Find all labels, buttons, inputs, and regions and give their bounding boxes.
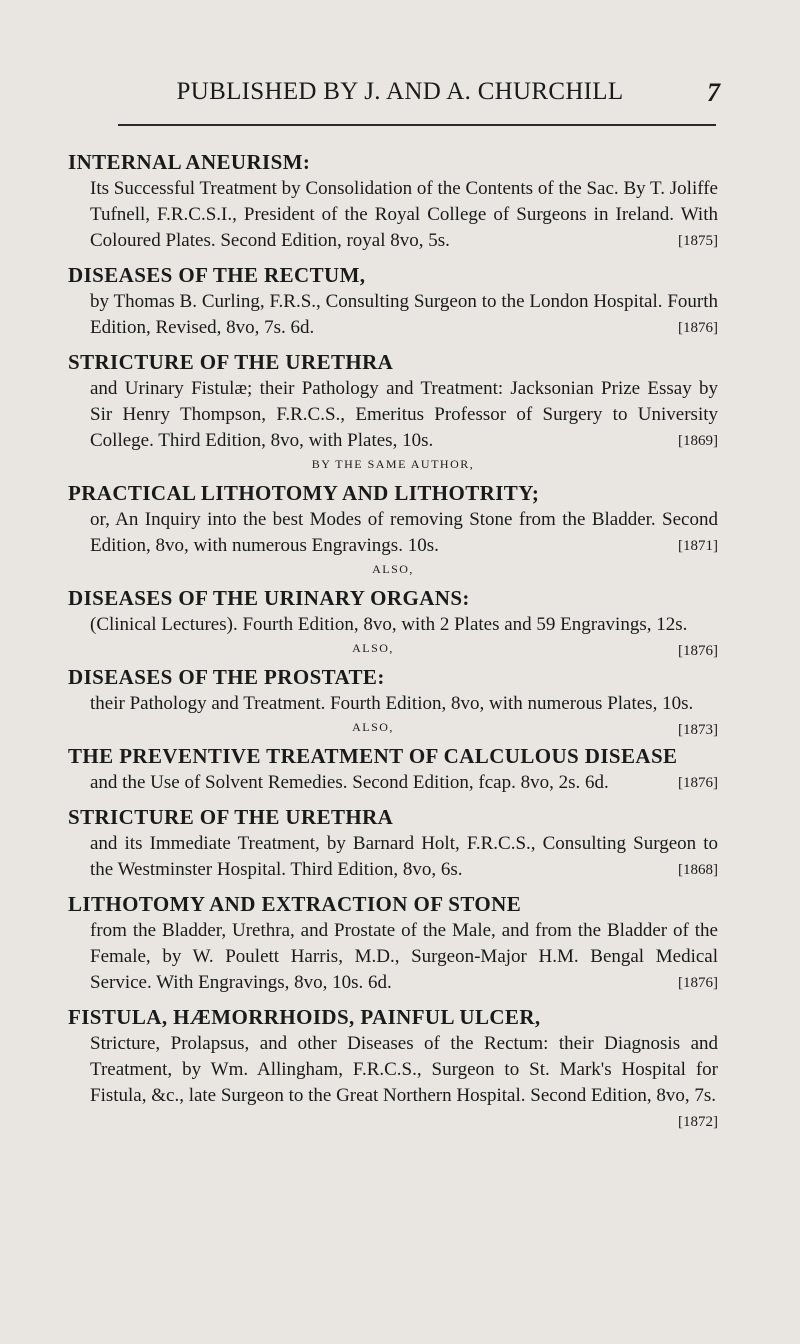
entry-title: LITHOTOMY AND EXTRACTION OF STONE (68, 892, 522, 916)
entry-description: from the Bladder, Urethra, and Prostate of the Male, and from the Bladder of the Female, by W. Poulett Harris, M.D., Surgeon-Major H.M. Bengal Medical Service. With Engravings, 8vo, 10s. 6d. [1876] (68, 918, 718, 996)
entry-title: STRICTURE OF THE URETHRA (68, 350, 394, 374)
publisher-header: PUBLISHED BY J. AND A. CHURCHILL (176, 78, 624, 105)
header-rule (118, 124, 716, 126)
entry-description: Its Successful Treatment by Consolidation of the Contents of the Sac. By T. Joliffe Tufnell, F.R.C.S.I., President of the Royal College of Surgeons in Ireland. With Coloured Plates. Second Edition, royal 8vo, 5s. [1875] (68, 176, 718, 254)
entry-title: DISEASES OF THE PROSTATE: (68, 665, 385, 689)
entry-description: and Urinary Fistulæ; their Pathology and Treatment: Jacksonian Prize Essay by Sir Henry Thompson, F.R.C.S., Emeritus Professor of Surgery to University College. Third Edition, 8vo, with Plates, 10s. [1869] (68, 376, 718, 454)
entry-year: [1873] (678, 722, 718, 738)
entry-year: [1876] (678, 975, 718, 991)
page-number: 7 (707, 78, 720, 107)
catalogue-entry (68, 348, 718, 472)
entry-title: INTERNAL ANEURISM: (68, 150, 311, 174)
entry-description: by Thomas B. Curling, F.R.S., Consulting Surgeon to the London Hospital. Fourth Edition, Revised, 8vo, 7s. 6d. [1876] (68, 289, 718, 341)
entry-year: [1876] (678, 775, 718, 791)
catalogue-entry (68, 742, 718, 796)
entry-title: THE PREVENTIVE TREATMENT OF CALCULOUS DISEASE (68, 744, 678, 768)
separator-label: BY THE SAME AUTHOR, (311, 457, 475, 471)
catalogue-entry (68, 1003, 718, 1130)
entry-title: FISTULA, HÆMORRHOIDS, PAINFUL ULCER, (68, 1005, 541, 1029)
catalogue-entry (68, 261, 718, 341)
separator-label: ALSO, (352, 641, 394, 655)
catalogue-entry (68, 663, 718, 738)
catalogue-list (68, 148, 718, 1135)
entry-year: [1871] (678, 538, 718, 554)
catalogue-entry (68, 479, 718, 577)
separator-label: ALSO, (372, 562, 414, 576)
entry-year: [1876] (678, 320, 718, 336)
entry-description: and the Use of Solvent Remedies. Second Edition, fcap. 8vo, 2s. 6d. [1876] (68, 770, 718, 796)
entry-year: [1876] (678, 643, 718, 659)
separator-label: ALSO, (352, 720, 394, 734)
entry-year: [1869] (678, 433, 718, 449)
entry-year: [1872] (678, 1114, 718, 1130)
entry-title: STRICTURE OF THE URETHRA (68, 805, 394, 829)
entry-description: Stricture, Prolapsus, and other Diseases of the Rectum: their Diagnosis and Treatment, by Wm. Allingham, F.R.C.S., Surgeon to St. Mark's Hospital for Fistula, &c., late Surgeon to the Great Northern Hospital. Second Edition, 8vo, 7s. [1872] (68, 1031, 718, 1109)
catalogue-entry (68, 803, 718, 883)
entry-year: [1875] (678, 233, 718, 249)
running-header (0, 78, 800, 108)
entry-description: and its Immediate Treatment, by Barnard Holt, F.R.C.S., Consulting Surgeon to the Westminster Hospital. Third Edition, 8vo, 6s. [1868] (68, 831, 718, 883)
entry-description: their Pathology and Treatment. Fourth Edition, 8vo, with numerous Plates, 10s. [1873] (68, 691, 718, 717)
entry-title: DISEASES OF THE URINARY ORGANS: (68, 586, 470, 610)
entry-description: (Clinical Lectures). Fourth Edition, 8vo, with 2 Plates and 59 Engravings, 12s. [1876] (68, 612, 718, 638)
entry-title: PRACTICAL LITHOTOMY AND LITHOTRITY; (68, 481, 540, 505)
entry-description: or, An Inquiry into the best Modes of removing Stone from the Bladder. Second Edition, 8vo, with numerous Engravings. 10s. [1871] (68, 507, 718, 559)
catalogue-entry (68, 148, 718, 254)
entry-title: DISEASES OF THE RECTUM, (68, 263, 366, 287)
catalogue-entry (68, 890, 718, 996)
entry-year: [1868] (678, 862, 718, 878)
catalogue-entry (68, 584, 718, 659)
